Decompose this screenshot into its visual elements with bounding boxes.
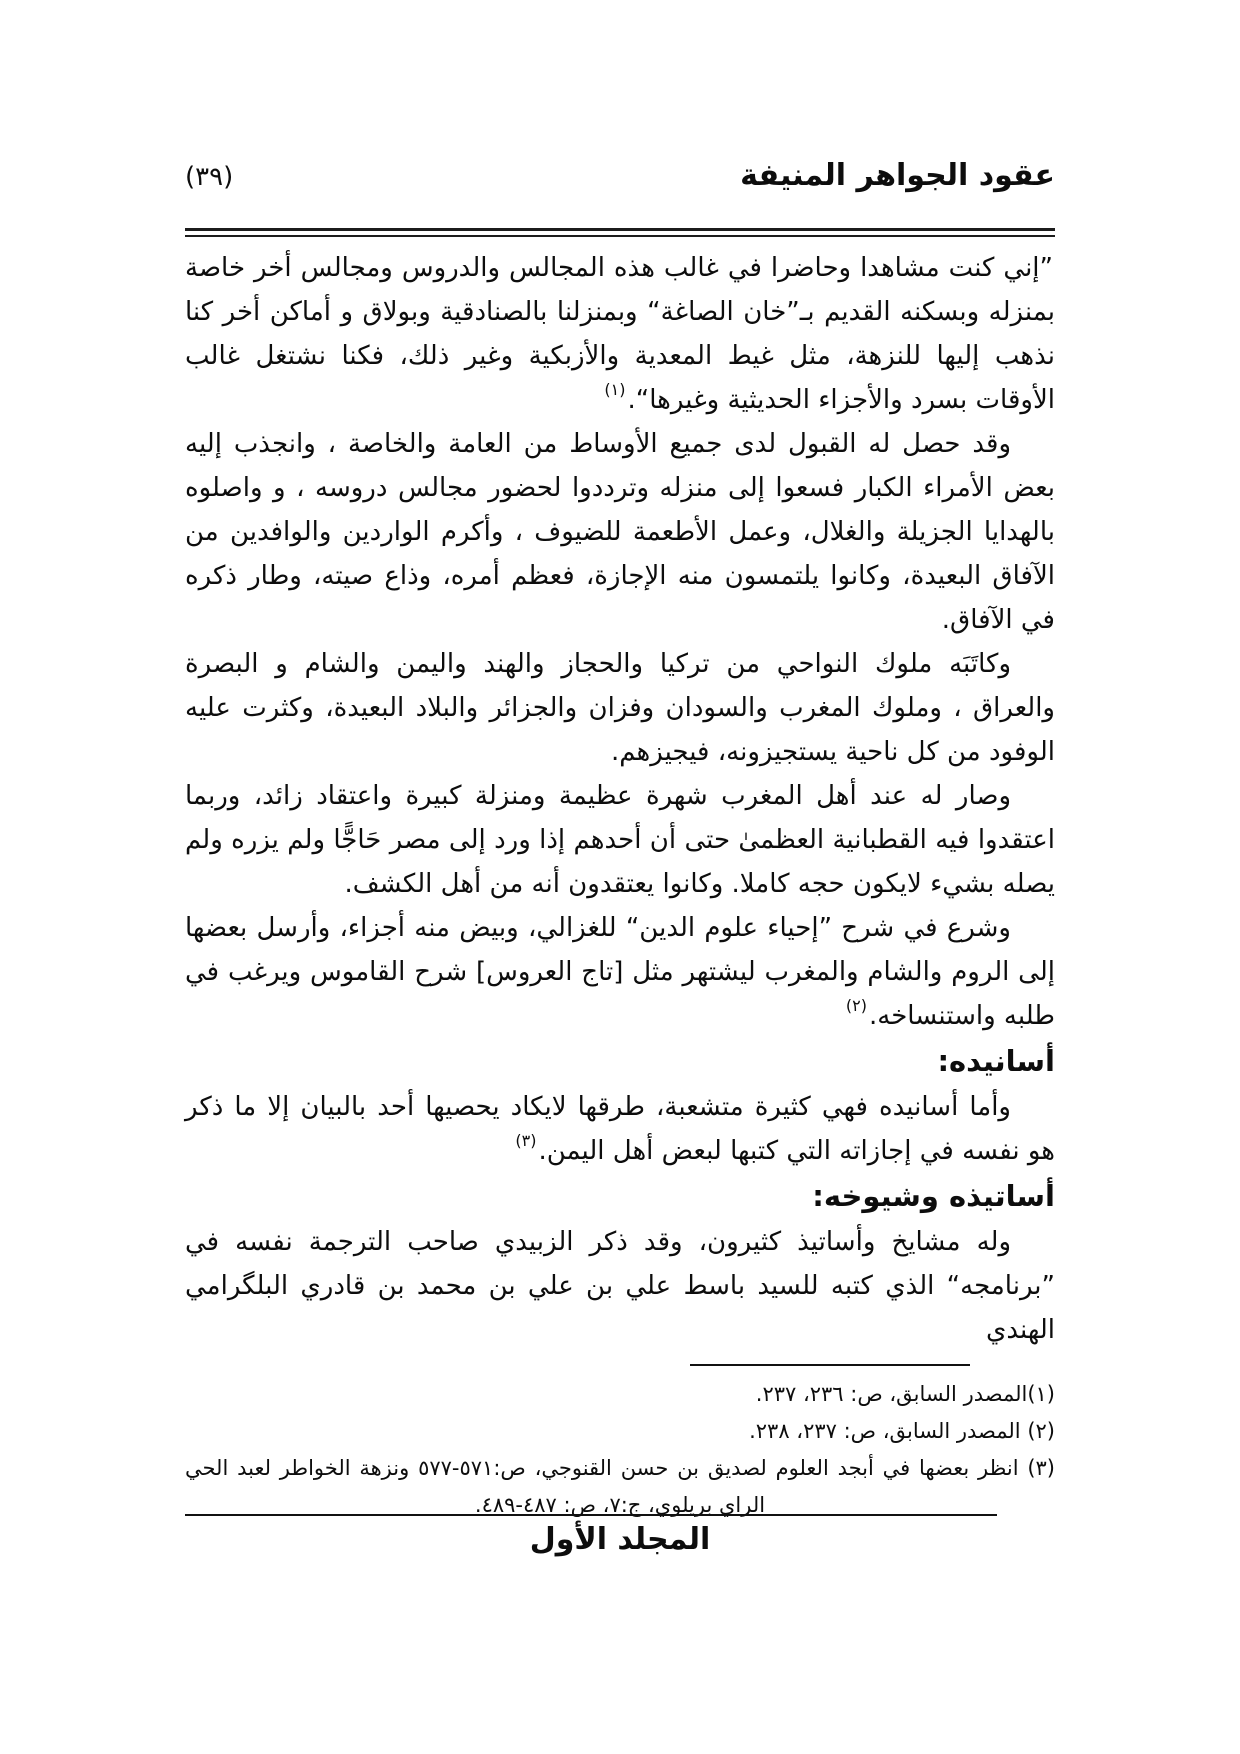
section-heading-teachers: أساتيذه وشيوخه:: [812, 1179, 1055, 1213]
body-paragraph-maghreb-fame: [185, 774, 1055, 906]
footnote-ref-3: (٣): [515, 1131, 537, 1150]
footnote-2: (٢) المصدر السابق، ص: ٢٣٧، ٢٣٨.: [749, 1419, 1055, 1443]
paragraph-text: وصار له عند أهل المغرب شهرة عظيمة ومنزلة كبيرة واعتقاد زائد، وربما اعتقدوا فيه القطبانية العظمىٰ حتى أن أحدهم إذا ورد إلى مصر حَاجًّا ولم يزره ولم يصله بشيء لايكون حجه كاملا. وكانوا يعتقدون أنه من أهل الكشف.: [185, 781, 1055, 899]
footnote-block: [185, 1364, 1055, 1524]
paragraph-text: وأما أسانيده فهي كثيرة متشعبة، طرقها لايكاد يحصيها أحد بالبيان إلا ما ذكر هو نفسه في إجازاته التي كتبها لبعض أهل اليمن.: [185, 1092, 1055, 1166]
paragraph-text: وشرع في شرح ”إحياء علوم الدين“ للغزالي، وبيض منه أجزاء، وأرسل بعضها إلى الروم والشام والمغرب ليشتهر مثل [تاج العروس] شرح القاموس ويرغب في طلبه واستنساخه.: [185, 913, 1055, 1031]
book-title: عقود الجواهر المنيفة: [740, 158, 1055, 193]
paragraph-text: وله مشايخ وأساتيذ كثيرون، وقد ذكر الزبيدي صاحب الترجمة نفسه في ”برنامجه“ الذي كتبه للسيد باسط علي بن علي بن محمد بن قادري البلگرامي الهندي: [185, 1227, 1055, 1345]
footnote-3: (٣) انظر بعضها في أبجد العلوم لصديق بن حسن القنوجي، ص:٥٧١-٥٧٧ ونزهة الخواطر لعبد الحي الراي بريلوي، ج:٧، ص: ٤٨٧-٤٨٩.: [185, 1456, 1055, 1517]
footer-rule: [185, 1514, 997, 1516]
body-paragraph-teachers: [185, 1220, 1055, 1352]
page-header: [185, 158, 1055, 193]
page-number: (٣٩): [185, 162, 234, 192]
section-heading-asanid: أسانيده:: [937, 1044, 1055, 1078]
paragraph-text: وقد حصل له القبول لدى جميع الأوساط من العامة والخاصة ، وانجذب إليه بعض الأمراء الكبار فسعوا إلى منزله وترددوا لحضور مجالس دروسه ، و واصلوه بالهدايا الجزيلة والغلال، وعمل الأطعمة للضيوف ، وأكرم الواردين والوافدين من الآفاق البعيدة، وكانوا يلتمسون منه الإجازة، فعظم أمره، وذاع صيته، وطار ذكره في الآفاق.: [185, 429, 1055, 635]
page-body: [185, 246, 1055, 1352]
footnote-ref-1: (١): [604, 380, 626, 399]
footnote-1: (١)المصدر السابق، ص: ٢٣٦، ٢٣٧.: [755, 1382, 1055, 1406]
body-paragraph-quote: [185, 246, 1055, 422]
body-paragraph-acceptance: [185, 422, 1055, 642]
paragraph-text: وكاتَبَه ملوك النواحي من تركيا والحجاز والهند واليمن والشام و البصرة والعراق ، وملوك المغرب والسودان وفزان والجزائر والبلاد البعيدة، وكثرت عليه الوفود من كل ناحية يستجيزونه، فيجيزهم.: [185, 649, 1055, 767]
footnote-ref-2: (٢): [845, 996, 867, 1015]
body-paragraph-asanid: [185, 1085, 1055, 1173]
footnote-separator: [690, 1364, 970, 1366]
volume-label: المجلد الأول: [529, 1522, 711, 1557]
body-paragraph-ihya-commentary: [185, 906, 1055, 1038]
header-double-rule: [185, 228, 1055, 237]
paragraph-text: ”إني كنت مشاهدا وحاضرا في غالب هذه المجالس والدروس ومجالس أخر خاصة بمنزله وبسكنه القديم بـ”خان الصاغة“ وبمنزلنا بالصنادقية وبولاق و أماكن أخر كنا نذهب إليها للنزهة، مثل غيط المعدية والأزبكية وغير ذلك، فكنا نشتغل غالب الأوقات بسرد والأجزاء الحديثية وغيرها“.: [185, 253, 1055, 415]
body-paragraph-kings-correspondence: [185, 642, 1055, 774]
